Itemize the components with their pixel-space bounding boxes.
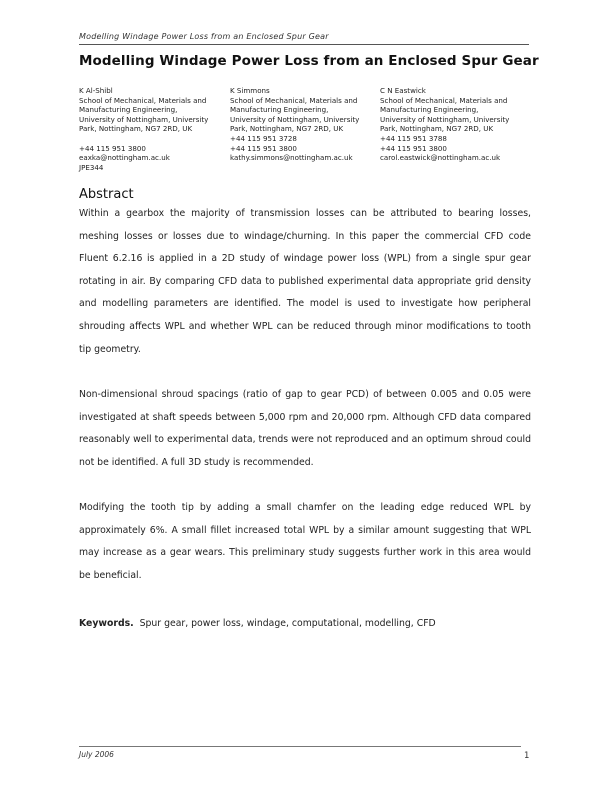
keywords-label: Keywords. (79, 618, 134, 629)
affiliation-line: University of Nottingham, University (79, 114, 209, 124)
footer-rule (79, 746, 521, 747)
author-name: K Al-Shibl (79, 86, 113, 95)
affiliation-line: Manufacturing Engineering, (79, 105, 178, 115)
author-name: K Simmons (230, 86, 270, 95)
author-2 (230, 86, 375, 163)
page-number: 1 (524, 751, 530, 761)
affiliation-line: University of Nottingham, University (230, 114, 360, 124)
author-3 (380, 86, 525, 163)
author-1 (79, 86, 224, 172)
author-phone: +44 115 951 3728 (230, 133, 297, 143)
paper-title: Modelling Windage Power Loss from an Enclosed Spur Gear (79, 53, 539, 69)
author-email[interactable]: carol.eastwick@nottingham.ac.uk (380, 153, 501, 163)
footer-date: July 2006 (79, 750, 114, 759)
header-rule (79, 44, 529, 45)
author-reference: JPE344 (79, 162, 104, 172)
keywords-text: Spur gear, power loss, windage, computational, modelling, CFD (139, 618, 436, 629)
abstract-paragraph: Within a gearbox the majority of transmission losses can be attributed to bearing losses, meshing losses or losses due to windage/churning. In this paper the commercial CFD code Fluent 6.2.16 is applied in a 2D study of windage power loss (WPL) from a single spur gear rotating in air. By comparing CFD data to published experimental data appropriate grid density and modelling parameters are identified. The model is used to investigate how peripheral shrouding affects WPL and whether WPL can be reduced through minor modifications to tooth tip geometry. (79, 208, 531, 355)
abstract-heading: Abstract (79, 187, 134, 202)
affiliation-line: Park, Nottingham, NG7 2RD, UK (380, 124, 494, 134)
running-header: Modelling Windage Power Loss from an Enclosed Spur Gear (79, 32, 329, 41)
affiliation-line: Park, Nottingham, NG7 2RD, UK (230, 124, 344, 134)
author-email[interactable]: kathy.simmons@nottingham.ac.uk (230, 153, 353, 163)
affiliation-line: University of Nottingham, University (380, 114, 510, 124)
author-fax: +44 115 951 3800 (230, 143, 297, 153)
affiliation-line: School of Mechanical, Materials and (230, 95, 358, 105)
abstract-paragraph: Non-dimensional shroud spacings (ratio of gap to gear PCD) of between 0.005 and 0.05 were investigated at shaft speeds between 5,000 rpm and 20,000 rpm. Although CFD data compared reasonably well to experimental data, trends were not reproduced and an optimum shroud could not be identified. A full 3D study is recommended. (79, 389, 531, 468)
affiliation-line: Manufacturing Engineering, (380, 105, 479, 115)
author-phone: +44 115 951 3788 (380, 133, 447, 143)
affiliation-line: School of Mechanical, Materials and (380, 95, 508, 105)
author-email[interactable]: eaxka@nottingham.ac.uk (79, 153, 170, 163)
affiliation-line: Manufacturing Engineering, (230, 105, 329, 115)
affiliation-line: School of Mechanical, Materials and (79, 95, 207, 105)
abstract-paragraph: Modifying the tooth tip by adding a small chamfer on the leading edge reduced WPL by approximately 6%. A small fillet increased total WPL by a similar amount suggesting that WPL may increase as a gear wears. This preliminary study suggests further work in this area would be beneficial. (79, 502, 531, 581)
author-phone: +44 115 951 3800 (79, 143, 146, 153)
affiliation-line: Park, Nottingham, NG7 2RD, UK (79, 124, 193, 134)
author-fax: +44 115 951 3800 (380, 143, 447, 153)
author-name: C N Eastwick (380, 86, 426, 95)
keywords-line (79, 618, 436, 629)
